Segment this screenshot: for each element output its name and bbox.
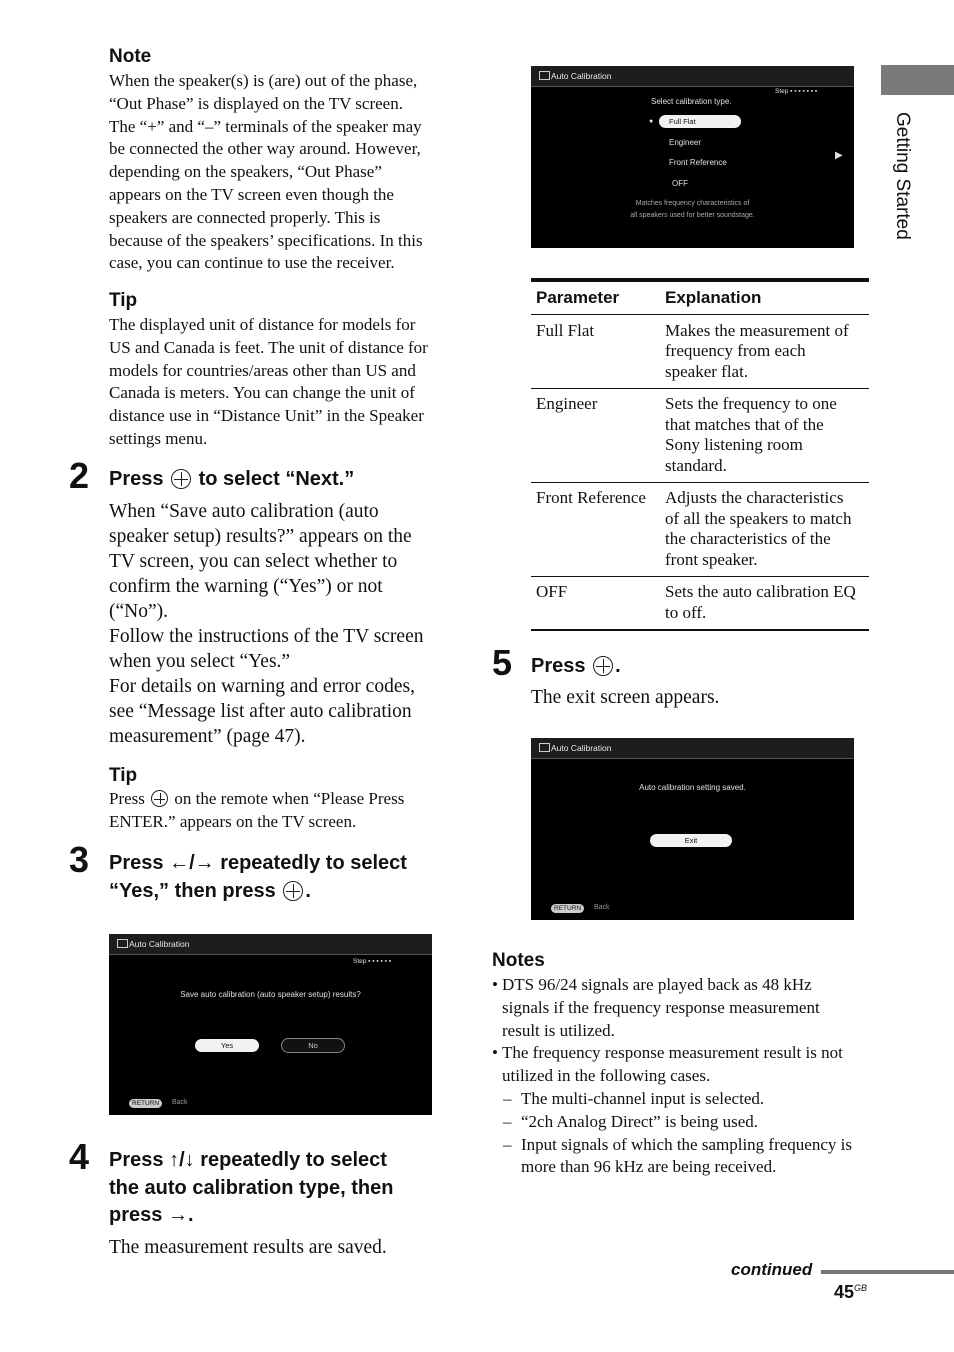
continued-bar [821, 1270, 954, 1274]
tv-screen-save-results [109, 934, 432, 1115]
page-number: $45^{GB}$ [834, 1282, 868, 1302]
step-4-number: 4 [69, 1136, 90, 1177]
table-row: OFF Sets the auto calibration EQ to off. [531, 577, 869, 631]
up-down-arrow-icon: ↑/↓ [169, 1149, 195, 1171]
left-right-arrow-icon: ←/→ [169, 852, 215, 874]
list-item: – The multi-channel input is selected. [503, 1088, 765, 1108]
option-full-flat[interactable]: Full Flat [659, 115, 741, 128]
parameter-table [531, 278, 869, 631]
enter-icon [593, 656, 613, 676]
option-engineer[interactable]: Engineer [669, 138, 702, 147]
enter-icon [171, 469, 191, 489]
section-tab-label: Getting Started [892, 112, 913, 240]
type-description-2: all speakers used for better soundstage. [630, 212, 755, 219]
return-key: RETURN [129, 1099, 162, 1108]
step-2-body: When “Save auto calibration (auto speaker setup) results?” appears on the TV screen, you can select whether to confirm the warning (“Yes”) or not (“No”). Follow the instructions of the TV screen when you select “Yes.” For details on warning and error codes, see “Message list after auto calibration measurement” (page 47). [109, 501, 424, 747]
tv-screen-calibration-type [531, 66, 854, 248]
step-4-body: The measurement results are saved. [109, 1237, 387, 1258]
tip-text: The displayed unit of distance for models for US and Canada is feet. The unit of distance for models for countries/areas other than US and Canada is meters. You can change the unit of distance use in “Distance Unit” in the Speaker settings menu. [109, 315, 428, 448]
table-row: Engineer Sets the frequency to one that matches that of the Sony listening room standard. [531, 389, 869, 483]
side-tab-marker [881, 65, 954, 95]
step-3-number: 3 [69, 839, 90, 880]
right-arrow-icon: → [167, 1204, 188, 1226]
tv-screen-exit [531, 738, 854, 920]
saved-message: Auto calibration setting saved. [639, 783, 746, 792]
note-heading: Note [109, 46, 152, 67]
yes-button[interactable]: Yes [195, 1039, 259, 1052]
enter-icon [283, 881, 303, 901]
exit-button[interactable]: Exit [650, 834, 732, 847]
enter-icon [151, 790, 168, 807]
notes-heading: Notes [492, 950, 545, 971]
no-button[interactable]: No [281, 1038, 345, 1053]
tv-title: Auto Calibration [129, 939, 190, 949]
list-item: • The frequency response measurement result is not utilized in the following cases. [492, 1043, 843, 1086]
option-front-reference[interactable]: Front Reference [669, 158, 727, 167]
selected-dot: ● [649, 118, 654, 125]
note-text: When the speaker(s) is (are) out of the phase, “Out Phase” is displayed on the TV screen. The “+” and “–” terminals of the speaker may be connected the other way around. However, depending on the speakers, “Out Phase” appears on the TV screen even though the speakers are connected properly. This is because of the speakers’ specifications. In this case, you can continue to use the receiver. [109, 71, 423, 273]
return-key: RETURN [551, 904, 584, 913]
tip2-text: Press on the remote when “Please Press ENTER.” appears on the TV screen. [109, 789, 405, 831]
notes-list [492, 974, 877, 1179]
type-description-1: Matches frequency characteristics of [635, 200, 750, 207]
calibration-icon [539, 71, 550, 80]
back-label: Back [594, 904, 610, 911]
list-item: – “2ch Analog Direct” is being used. [503, 1111, 758, 1131]
table-row: Full Flat Makes the measurement of frequency from each speaker flat. [531, 314, 869, 389]
tip2-heading: Tip [109, 765, 138, 786]
select-prompt: Select calibration type. [651, 97, 732, 106]
step-2-number: 2 [69, 455, 90, 496]
step-2-heading: Press to select “Next.” [109, 468, 355, 490]
continued-label: continued [731, 1260, 813, 1279]
table-header-explanation: Explanation [665, 288, 762, 307]
tv-title: Auto Calibration [551, 743, 612, 753]
back-label: Back [172, 1099, 188, 1106]
option-off[interactable]: OFF [672, 179, 688, 188]
save-question: Save auto calibration (auto speaker setup) results? [180, 990, 361, 999]
tip-heading: Tip [109, 290, 138, 311]
table-row: Front Reference Adjusts the characteristics of all the speakers to match the characteristics of the front speaker. [531, 483, 869, 577]
table-header-parameter: Parameter [536, 288, 620, 307]
step-5-heading: Press . [531, 655, 621, 677]
tv-title: Auto Calibration [551, 71, 612, 81]
right-arrow-icon: ▶ [835, 150, 843, 161]
calibration-icon [117, 939, 128, 948]
list-item: • DTS 96/24 signals are played back as 48 kHz signals if the frequency response measurement result is utilized. [492, 975, 820, 1040]
step-4-heading: Press ↑/↓ repeatedly to select the auto calibration type, then press →. [109, 1149, 394, 1226]
step-5-number: 5 [492, 642, 513, 683]
calibration-icon [539, 743, 550, 752]
step-3-heading: Press ←/→ repeatedly to select “Yes,” then press . [109, 852, 407, 902]
step-indicator: Step ▪ ▪ ▪ ▪ ▪ ▪ [353, 958, 392, 965]
list-item: – Input signals of which the sampling frequency is more than 96 kHz are being received. [503, 1134, 852, 1177]
step-indicator: Step ▪ ▪ ▪ ▪ ▪ ▪ ▪ [775, 88, 818, 95]
step-5-body: The exit screen appears. [531, 687, 720, 708]
